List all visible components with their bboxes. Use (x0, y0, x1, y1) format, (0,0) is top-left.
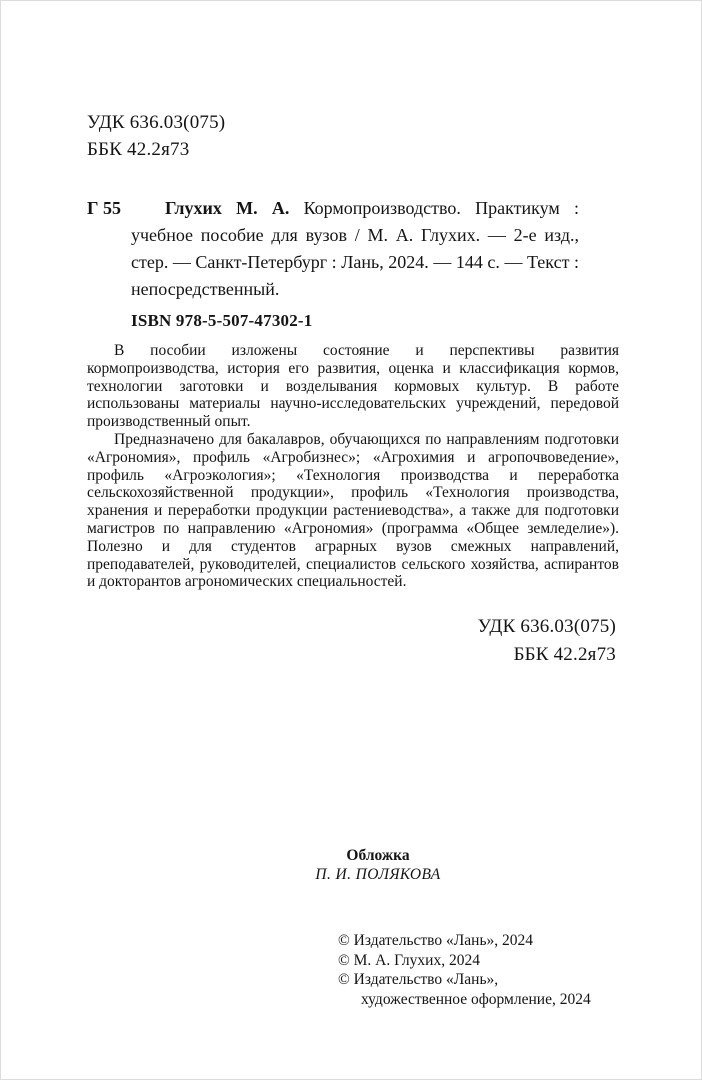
copyright-line-4: художественное оформление, 2024 (361, 990, 591, 1008)
cover-designer-name: П. И. ПОЛЯКОВА (315, 866, 441, 883)
entry-description: Кормопроизводство. Практикум : учебное пособие для вузов / М. А. Глухих. — 2-е изд., стер. — Санкт-Петербург : Лань, 2024. — 144 с. — Текст : непосредственный. (131, 198, 579, 299)
annotation (87, 342, 619, 591)
copyright-line-3: © Издательство «Лань», (338, 971, 499, 988)
cover-label: Обложка (346, 847, 410, 864)
annotation-paragraph-1: В пособии изложены состояние и перспективы развития кормопроизводства, история его развития, оценка и классификация кормов, технологии заготовки и возделывания кормовых культур. В работе использованы материалы научно-исследовательских учреждений, передовой производственный опыт. (87, 342, 619, 431)
entry-code: Г 55 (87, 198, 121, 218)
bbk-top: ББК 42.2я73 (87, 139, 190, 160)
udk-top: УДК 636.03(075) (87, 112, 226, 133)
classification-bottom (478, 613, 616, 669)
entry-author: Глухих М. А. (165, 198, 290, 218)
bbk-bottom: ББК 42.2я73 (513, 644, 616, 665)
annotation-paragraph-2: Предназначено для бакалавров, обучающихся по направлениям подготовки «Агрономия», профиль «Агробизнес»; «Агрохимия и агропочвоведение», профиль «Агроэкология»; «Технология производства и переработка сельскохозяйственной продукции», профиль «Технология производства, хранения и переработки продукции растениеводства», а также для подготовки магистров по направлению «Агрономия» (программа «Общее земледелие»). Полезно и для студентов аграрных вузов смежных направлений, преподавателей, руководителей, специалистов сельского хозяйства, аспирантов и докторантов агрономических специальностей. (87, 430, 619, 591)
copyright-line-2: © М. А. Глухих, 2024 (338, 951, 480, 969)
copyright-block (338, 931, 591, 1009)
bibliographic-entry (87, 195, 579, 303)
cover-credit (53, 846, 702, 884)
entry-text (131, 195, 579, 303)
copyright-line-1: © Издательство «Лань», 2024 (338, 932, 534, 949)
classification-top (87, 109, 225, 163)
udk-bottom: УДК 636.03(075) (477, 616, 616, 637)
isbn: ISBN 978-5-507-47302-1 (131, 311, 313, 330)
